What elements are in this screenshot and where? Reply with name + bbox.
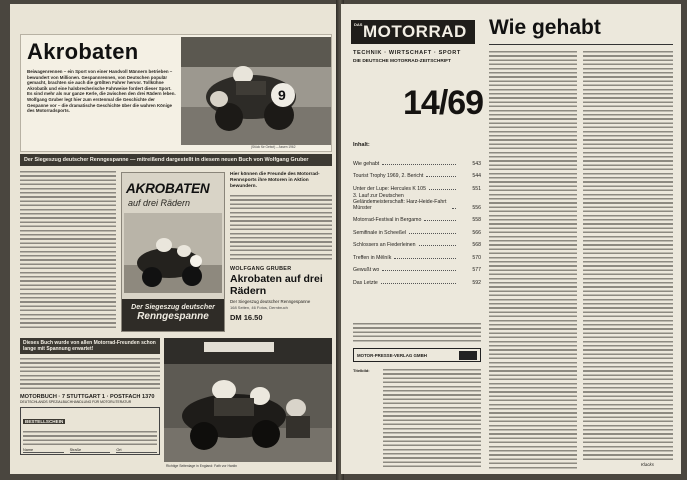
coupon-text <box>20 357 160 391</box>
book-title: Akrobaten auf drei Rädern <box>230 273 323 297</box>
bottom-race-illustration <box>164 338 332 462</box>
editorial-rule <box>489 44 673 45</box>
masthead-tagline: TECHNIK · WIRTSCHAFT · SPORT <box>353 50 461 56</box>
toc-entry[interactable]: Das Letzte 592 <box>353 279 481 286</box>
right-page <box>341 4 681 474</box>
toc-entry[interactable]: Treffen in Mělník 570 <box>353 254 481 261</box>
order-form[interactable] <box>20 407 160 455</box>
book-price: DM 16.50 <box>230 313 263 322</box>
toc-entry[interactable]: 3. Lauf zur Deutschen Geländemeisterschaft: Harz-Heide-Fahrt Münster 556 <box>353 192 481 211</box>
coupon-address: MOTORBUCH · 7 STUTTGART 1 · POSTFACH 1370 <box>20 394 155 401</box>
svg-text:9: 9 <box>278 87 286 103</box>
intro-text: Beiwagenrennen – ein Sport von einer Handvoll Männern betrieben – bewundert von Millionen. Gespannrennen, von Deutschen populär gemacht, brachten sie auch die größten Fahrer hervor. Tollkühne Akrobatik und eine halsbrecherische Fahrweise fordert dieser Sport. Es sind mehr als nur ganze Kerle, die zwischen den drei Rädern leben. Wolfgang Gruber legt hier zum erstenmal die Geschichte der Gespanne vor – die dramatische Geschichte über die wahren Könige des Motorradsports. <box>27 69 176 114</box>
toc-entry[interactable]: Gewußt wo 577 <box>353 267 481 273</box>
cover-title: AKROBATEN <box>126 181 210 196</box>
masthead-title: MOTORRAD <box>363 22 467 41</box>
editorial-signature: Klacks <box>641 462 654 467</box>
left-page <box>10 4 339 474</box>
promo-heading: Hier können die Freunde des Motorrad-Rennsports ihre Motoren in Aktion bewundern. <box>230 172 320 189</box>
editorial-column-1 <box>489 50 577 470</box>
inhalt-label: Inhalt: <box>353 142 370 148</box>
headline: Akrobaten <box>27 39 139 64</box>
editorial-column-2 <box>583 50 673 460</box>
order-form-label: BESTELLSCHEIN <box>25 419 64 425</box>
imprint-text <box>353 322 481 344</box>
imprint-details <box>383 368 481 468</box>
cover-sidecar-illustration <box>124 213 222 293</box>
imprint-label: Titelbild: <box>353 368 370 373</box>
order-field-city[interactable]: Ort <box>116 448 157 453</box>
toc-entry[interactable]: Motorrad-Festival in Bergamo 558 <box>353 217 481 223</box>
masthead-prefix: DAS <box>354 22 363 27</box>
toc-entry[interactable]: Unter der Lupe: Hercules K 105 551 <box>353 185 481 192</box>
publisher-logo-icon <box>459 351 477 360</box>
book-author: WOLFGANG GRUBER <box>230 266 292 272</box>
cover-band-line-1: Der Siegeszug deutscher <box>131 304 215 311</box>
sidecar-race-illustration <box>181 37 331 145</box>
toc-entry[interactable]: Schlossers an Fiederleinen 568 <box>353 242 481 248</box>
coupon-address-sub: DEUTSCHLANDS SPEZIALBUCHHANDLUNG FÜR MOTORLITERATUR <box>20 400 132 405</box>
sidecar-race-photo <box>181 37 331 145</box>
order-coupon <box>20 338 160 470</box>
coupon-heading: Dieses Buch wurde von allen Motorrad-Freunden schon lange mit Spannung erwartet! <box>20 338 160 354</box>
bottom-photo-caption: Richtige Seitenlage in England: Fath vor Hanlin <box>166 464 238 468</box>
book-banner <box>20 154 332 166</box>
cover-subtitle: auf drei Rädern <box>128 198 191 208</box>
banner-text: Der Siegeszug deutscher Renngespanne — mitreißend dargestellt in diesem neuen Buch von Wolfgang Gruber <box>24 157 309 163</box>
toc-entry[interactable]: Semifinale in Scheeßel 566 <box>353 229 481 236</box>
order-form-lines <box>23 430 157 446</box>
toc-entry[interactable]: Tourist Trophy 1969, 2. Bericht 544 <box>353 173 481 179</box>
promo-body <box>230 194 332 260</box>
editorial-title: Wie gehabt <box>489 16 601 39</box>
book-subtitle: Der Siegeszug deutscher Renngespanne <box>230 299 311 304</box>
article-column-1 <box>20 170 116 330</box>
sidecar-bottom-photo <box>164 338 332 462</box>
masthead-subline: DIE DEUTSCHE MOTORRAD-ZEITSCHRIFT <box>353 59 451 64</box>
table-of-contents <box>353 154 481 286</box>
issue-number: 14/69 <box>403 84 484 122</box>
book-details: 168 Seiten, 46 Fotos, Dernbruch <box>230 305 288 310</box>
photo-caption: (Stück für Gebot) – Assen 1962 <box>251 145 296 149</box>
book-cover <box>121 172 225 332</box>
toc-entry[interactable]: Wie gehabt 543 <box>353 160 481 167</box>
akrobaten-ad-top <box>20 34 332 152</box>
publisher-box <box>353 348 481 362</box>
order-field-street[interactable]: Straße <box>70 448 111 453</box>
order-field-name[interactable]: Name <box>23 448 64 453</box>
cover-band-line-2: Renngespanne <box>137 311 209 322</box>
cover-band <box>122 299 224 331</box>
book-promo <box>230 172 332 332</box>
publisher-name: MOTOR-PRESSE-VERLAG GMBH <box>357 352 427 358</box>
masthead <box>351 20 475 44</box>
